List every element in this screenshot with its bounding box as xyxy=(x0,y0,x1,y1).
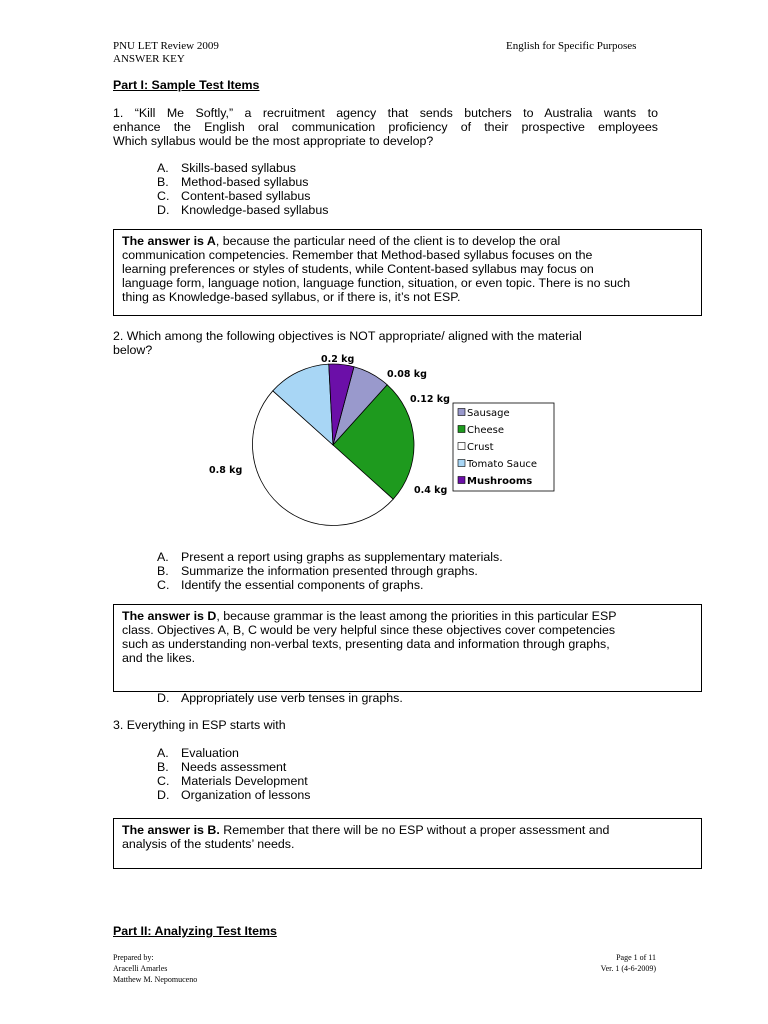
pie-label-tomato-sauce: 0.2 kg xyxy=(321,354,355,365)
header-left-title: PNU LET Review 2009 xyxy=(113,40,219,52)
q2-stem-line2: below? xyxy=(113,343,153,357)
q2-option-c: C. Identify the essential components of graphs. xyxy=(157,578,424,592)
part2-title: Part II: Analyzing Test Items xyxy=(113,924,277,938)
q3-option-a: A. Evaluation xyxy=(157,746,239,760)
q3-option-c: C. Materials Development xyxy=(157,774,308,788)
pie-label-cheese: 0.4 kg xyxy=(414,485,448,496)
q2-option-b: B. Summarize the information presented through graphs. xyxy=(157,564,478,578)
legend-swatch-tomato-sauce xyxy=(458,460,465,467)
pie-label-sausage: 0.12 kg xyxy=(410,394,450,405)
pie-label-mushrooms: 0.08 kg xyxy=(387,369,427,380)
q2-answer-label: The answer is D xyxy=(122,609,217,623)
q3-option-d: D. Organization of lessons xyxy=(157,788,311,802)
q1-answer-box: The answer is A, because the particular need of the client is to develop the oral communication competencies. Remember that Method-based syllabus focuses on the learning preferences or styles of students, while Content-based syllabus may focus on language form, language notion, language function, situation, or even topic. There is no such thing as Knowledge-based syllabus, or if there is, it’s not ESP. xyxy=(113,229,702,316)
legend-label-sausage: Sausage xyxy=(467,408,510,419)
header-answer-key: ANSWER KEY xyxy=(113,53,185,65)
footer-prepared-by: Prepared by: xyxy=(113,953,154,962)
legend-label-crust: Crust xyxy=(467,442,494,453)
legend-label-cheese: Cheese xyxy=(467,425,504,436)
q1-stem-line3: Which syllabus would be the most appropriate to develop? xyxy=(113,134,434,148)
q3-option-b: B. Needs assessment xyxy=(157,760,287,774)
q2-option-a: A. Present a report using graphs as supplementary materials. xyxy=(157,550,503,564)
q2-stem-line1: 2. Which among the following objectives is NOT appropriate/ aligned with the material xyxy=(113,329,582,343)
q2-option-d: D. Appropriately use verb tenses in graphs. xyxy=(157,691,403,705)
part1-title: Part I: Sample Test Items xyxy=(113,78,260,92)
footer-page-number: Page 1 of 11 xyxy=(616,953,656,962)
legend-swatch-mushrooms xyxy=(458,477,465,484)
footer-author-1: Aracelli Amarles xyxy=(113,964,168,973)
legend-swatch-sausage xyxy=(458,409,465,416)
q1-option-a: A. Skills-based syllabus xyxy=(157,161,297,175)
q1-stem-line2: enhance the English oral communication proficiency of their prospective employees xyxy=(113,120,658,134)
pie-chart xyxy=(200,345,580,530)
footer-version: Ver. 1 (4-6-2009) xyxy=(600,964,656,973)
legend-swatch-cheese xyxy=(458,426,465,433)
legend-swatch-crust xyxy=(458,443,465,450)
q1-stem-line1: 1. “Kill Me Softly,” a recruitment agency that sends butchers to Australia wants to xyxy=(113,106,658,120)
q1-option-c: C. Content-based syllabus xyxy=(157,189,311,203)
q1-option-b: B. Method-based syllabus xyxy=(157,175,309,189)
q1-answer-label: The answer is A xyxy=(122,234,216,248)
legend-label-tomato-sauce: Tomato Sauce xyxy=(467,459,538,470)
q3-stem: 3. Everything in ESP starts with xyxy=(113,718,286,732)
footer-author-2: Matthew M. Nepomuceno xyxy=(113,975,198,984)
q3-answer-box: The answer is B. Remember that there will be no ESP without a proper assessment and analysis of the students’ needs. xyxy=(113,818,702,869)
q2-answer-box: The answer is D, because grammar is the least among the priorities in this particular ESP class. Objectives A, B, C would be very helpful since these objectives cover competencies such as understanding non-verbal texts, presenting data and information through graphs, and the likes. xyxy=(113,604,702,692)
pie-label-crust: 0.8 kg xyxy=(209,465,243,476)
legend-label-mushrooms: Mushrooms xyxy=(467,476,533,487)
q1-option-d: D. Knowledge-based syllabus xyxy=(157,203,329,217)
q3-answer-label: The answer is B. xyxy=(122,823,220,837)
header-subject: English for Specific Purposes xyxy=(506,40,637,52)
